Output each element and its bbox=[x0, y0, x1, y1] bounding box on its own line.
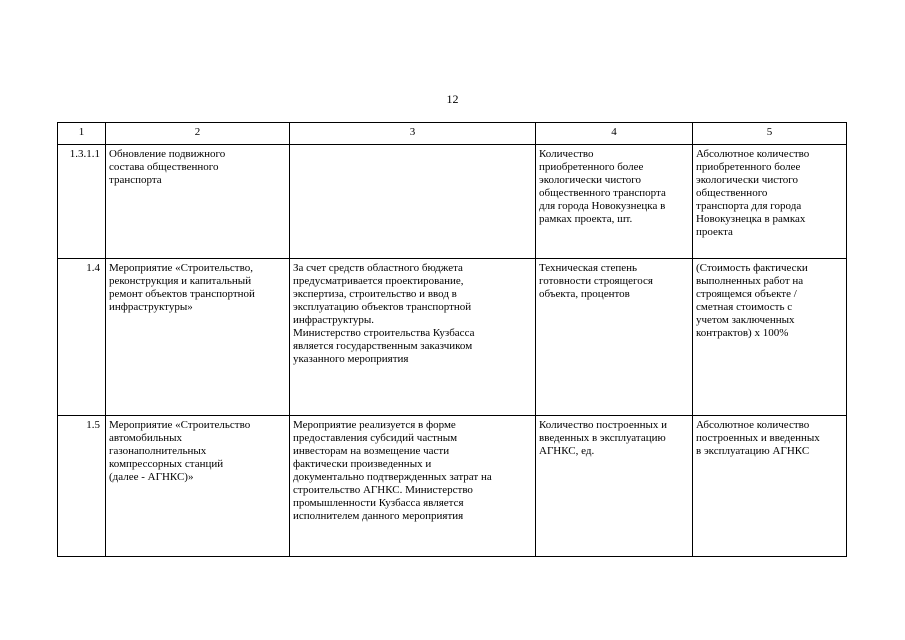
table-row bbox=[58, 259, 847, 416]
calculation-method: (Стоимость фактически выполненных работ на строящемся объекте / сметная стоимость с учетом заключенных контрактов) х 100% bbox=[693, 259, 847, 416]
table-header-row bbox=[58, 123, 847, 145]
indicator-name: Количество построенных и введенных в эксплуатацию АГНКС, ед. bbox=[536, 416, 693, 557]
indicators-table bbox=[57, 122, 847, 557]
measure-name: Мероприятие «Строительство автомобильных газонаполнительных компрессорных станций (далее - АГНКС)» bbox=[106, 416, 290, 557]
column-number-3: 3 bbox=[290, 123, 536, 145]
calculation-method: Абсолютное количество приобретенного более экологически чистого общественного транспорта для города Новокузнецка в рамках проекта bbox=[693, 145, 847, 259]
measure-description: За счет средств областного бюджета предусматривается проектирование, экспертиза, строительство и ввод в эксплуатацию объектов транспортной инфраструктуры. Министерство строительства Кузбасса является государственным заказчиком указанного мероприятия bbox=[290, 259, 536, 416]
measure-name: Обновление подвижного состава общественного транспорта bbox=[106, 145, 290, 259]
measure-description bbox=[290, 145, 536, 259]
row-number: 1.4 bbox=[58, 259, 106, 416]
table-row bbox=[58, 416, 847, 557]
calculation-method: Абсолютное количество построенных и введенных в эксплуатацию АГНКС bbox=[693, 416, 847, 557]
column-number-5: 5 bbox=[693, 123, 847, 145]
table-row bbox=[58, 145, 847, 259]
column-number-2: 2 bbox=[106, 123, 290, 145]
indicator-name: Количество приобретенного более экологически чистого общественного транспорта для города Новокузнецка в рамках проекта, шт. bbox=[536, 145, 693, 259]
row-number: 1.3.1.1 bbox=[58, 145, 106, 259]
page-number: 12 bbox=[446, 92, 459, 106]
row-number: 1.5 bbox=[58, 416, 106, 557]
indicator-name: Техническая степень готовности строящегося объекта, процентов bbox=[536, 259, 693, 416]
measure-description: Мероприятие реализуется в форме предоставления субсидий частным инвесторам на возмещение части фактически произведенных и документально подтвержденных затрат на строительство АГНКС. Министерство промышленности Кузбасса является исполнителем данного мероприятия bbox=[290, 416, 536, 557]
column-number-1: 1 bbox=[58, 123, 106, 145]
measure-name: Мероприятие «Строительство, реконструкция и капитальный ремонт объектов транспортной инфраструктуры» bbox=[106, 259, 290, 416]
column-number-4: 4 bbox=[536, 123, 693, 145]
